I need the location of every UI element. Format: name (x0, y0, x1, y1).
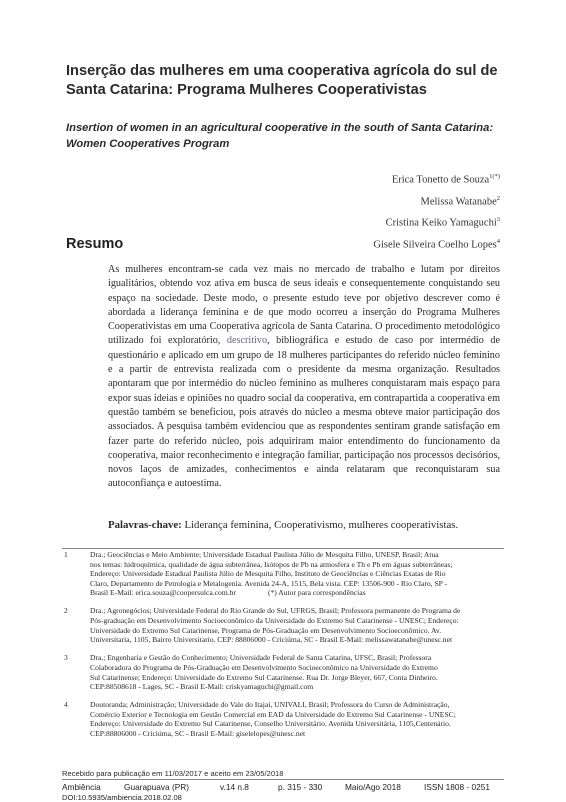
footnote-email-line: Brasil E-Mail: erica.souza@coopersulca.com.br (90, 588, 236, 598)
footnote (62, 606, 504, 644)
footnote-line: Colaboradora do Programa de Pós-Graduação em Desenvolvimento Socioeconômico na Universidade do Extremo (90, 662, 438, 672)
footnote (62, 700, 504, 738)
author (373, 168, 500, 190)
author (373, 190, 500, 212)
author-affiliation-mark: 2 (496, 194, 500, 202)
footnote-line: nos temas: hidroquímica, qualidade de água subterrânea, Isótopos de Pb na atmosfera e Th e Pb em águas subterrâneas; (90, 559, 453, 569)
corresponding-author-note: (*) Autor para correspondências (267, 588, 366, 598)
journal-date: Maio/Ago 2018 (345, 782, 401, 792)
abstract-text (108, 263, 500, 492)
author-name: Gisele Silveira Coelho Lopes (373, 239, 497, 251)
article-subtitle-english: Insertion of women in an agricultural cooperative in the south of Santa Catarina: Women Cooperatives Program (66, 122, 494, 150)
author-affiliation-mark: 1(*) (489, 173, 500, 180)
footnote-line: Universidade do Extremo Sul Catarinense, Programa de Pós-Graduação em Desenvolvimento Socioeconômico. Av. (90, 625, 442, 635)
footnote-number: 4 (64, 700, 68, 710)
journal-name: Ambiência (62, 782, 101, 792)
journal-divider (62, 779, 504, 780)
abstract-text-part: As mulheres encontram-se cada vez mais no mercado de trabalho e lutam por direitos igualitários, obtendo voz ativa em busca de seus ideais e consequentemente conquistando seu espaço na sociedade. Deste modo, o presente estudo teve por objetivo descrever como é abordada a liderança feminina e de que modo ocorreu a inserção do Programa Mulheres Cooperativistas em uma Cooperativa agrícola de Santa Catarina. O procedimento metodológico utilizado foi exploratório, (108, 264, 500, 347)
footnotes (62, 550, 504, 747)
footnote-divider (62, 548, 504, 549)
footnote-line: Claro, Departamento de Petrologia e Metalogenia. Avenida 24-A, 1515, Bela vista. CEP: 13506-900 - Rio Claro, SP - (90, 578, 448, 588)
received-date-note: Recebido para publicação em 11/03/2017 e aceito em 23/05/2018 (62, 769, 284, 778)
abstract-highlight-word: descritivo (226, 335, 268, 347)
footnote-line: Sul Catarinense; Endereço: Universidade do Extremo Sul Catarinense. Rua Dr. Jorge Bleyer, 667, Conta Dinheiro. (90, 672, 438, 682)
footnote-line: CEP:88806000 - Criciúma, SC - Brasil E-Mail: giselelopes@unesc.net (90, 729, 306, 738)
author-name: Cristina Keiko Yamaguchi (385, 217, 497, 229)
journal-pages: p. 315 - 330 (278, 782, 323, 792)
footnote-line: Universitaria, 1105, Bairro Universitario. CEP: 88806000 - Criciúma, SC - Brasil E-Mail: melissawatanabe@unesc.net (90, 635, 453, 645)
footnote-line: Dra.; Engenharia e Gestão do Conhecimento; Universidade Federal de Santa Catarina, UFSC, Brasil; Professora (90, 653, 432, 663)
footnote-number: 3 (64, 653, 68, 663)
keywords-label: Palavras-chave: (108, 519, 182, 531)
footnote-line: Doutoranda; Administração; Universidade do Vale do Itajaí, UNIVALI, Brasil; Professora do Curso de Administração, (90, 700, 450, 710)
author (373, 233, 500, 255)
keywords (108, 519, 508, 531)
footnote-line-last (90, 588, 504, 598)
footnote-number: 1 (64, 550, 68, 559)
footnote-line: Pós-graduação em Desenvolvimento Socioeconômico da Universidade do Extremo Sul Catarinense - UNESC; Endereço: (90, 616, 459, 626)
author-name: Melissa Watanabe (420, 196, 497, 208)
journal-volume: v.14 n.8 (220, 782, 249, 792)
abstract-heading: Resumo (66, 236, 124, 252)
footnote-line: CEP:88508618 - Lages, SC - Brasil E-Mail: criskyamaguchi@gmail.com (90, 682, 314, 692)
doi: DOI:10.5935/ambiencia.2018.02.08 (62, 793, 182, 802)
abstract-text-part: , bibliográfica e estudo de caso por intermédio de questionário e aplicado em um grupo de 18 mulheres participantes do referido núcleo feminino e a partir de entrevista realizada com o presidente da mesma organização. Resultados apontaram que por intermédio do núcleo feminino as mulheres conquistaram mais espaço para expor suas ideias e opiniões no quadro social da cooperativa, em contrapartida a cooperativa em questão também se beneficiou, pois através do núcleo a mesma obteve maior participação dos associados. A pesquisa também evidenciou que as respondentes sentiram grande satisfação em fazer parte do referido núcleo, pois adquiriram maior entendimento do funcionamento da cooperativa, maior reconhecimento e integração familiar, participação nos processos decisórios, novos laços de amizades, conhecimentos e ainda relataram que reconquistaram sua autoconfiança e autoestima. (108, 335, 500, 490)
footnote-line: Endereço: Universidade Estadual Paulista Júlio de Mesquita Filho, Instituto de Geociências e Ciências Exatas de Rio (90, 569, 446, 579)
author-affiliation-mark: 4 (496, 238, 500, 246)
footnote-line: Dra.; Agronegócios; Universidade Federal do Rio Grande do Sul, UFRGS, Brasil; Professora permanente do Programa de (90, 606, 461, 616)
footnote-line: Dra.; Geociências e Meio Ambiente; Universidade Estadual Paulista Júlio de Mesquita Filho, UNESP, Brasil; Atua (90, 550, 439, 559)
keywords-list: Liderança feminina, Cooperativismo, mulheres cooperativistas. (181, 519, 459, 531)
author-list (373, 168, 500, 255)
journal-issn: ISSN 1808 - 0251 (424, 782, 490, 792)
author-name: Erica Tonetto de Souza (391, 174, 490, 186)
footnote (62, 550, 504, 598)
footnote-number: 2 (64, 606, 68, 616)
article-title: Inserção das mulheres em uma cooperativa agrícola do sul de Santa Catarina: Programa Mulheres Cooperativistas (66, 63, 498, 98)
footnote-line: Endereço: Universidade do Extremo Sul Catarinense, Conselho Universitário. Avenida Universitária, 1105,Centenário. (90, 719, 451, 729)
footnote-line: Comércio Exterior e Tecnologia em Gestão Comercial em EAD da Universidade do Extremo Sul Catarinense - UNESC; (90, 709, 456, 719)
author (373, 211, 500, 233)
author-affiliation-mark: 3 (496, 216, 500, 224)
footnote (62, 653, 504, 691)
journal-place: Guarapuava (PR) (124, 782, 190, 792)
